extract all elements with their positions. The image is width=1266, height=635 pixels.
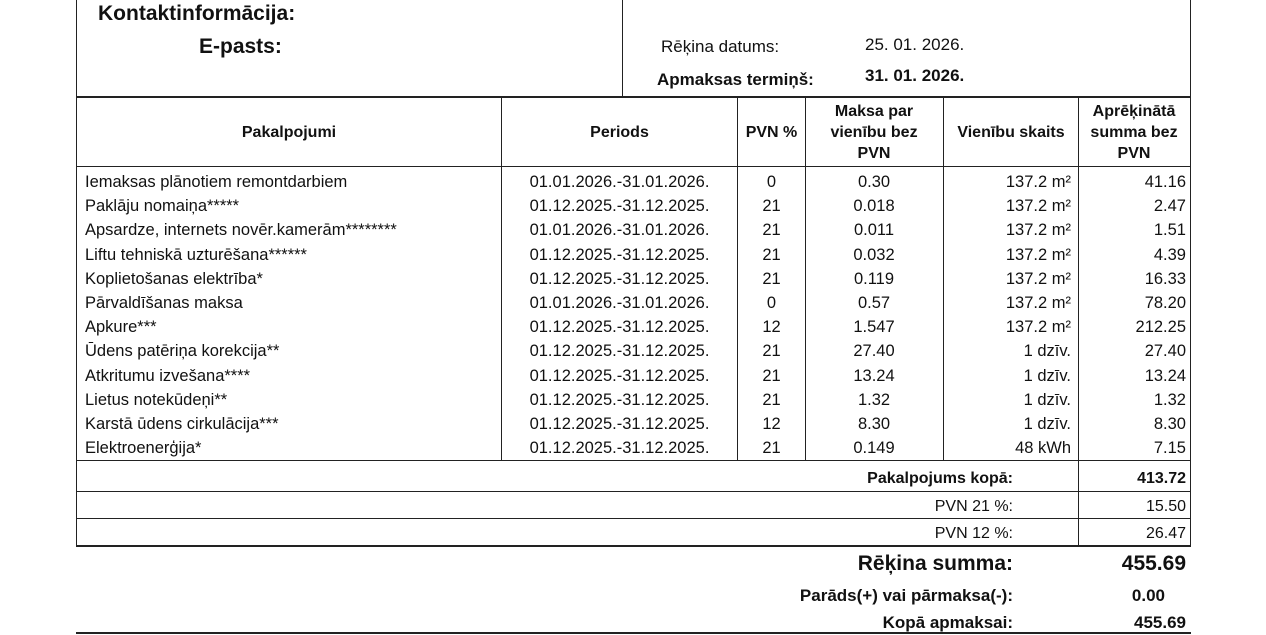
vat21-label: PVN 21 %:: [934, 498, 1013, 515]
contact-title: Kontaktinformācija:: [98, 2, 296, 25]
header-units: Vienību skaits: [957, 123, 1065, 141]
row-service: Paklāju nomaiņa*****: [85, 197, 240, 216]
row-service: Apsardze, internets novēr.kamerām********: [85, 221, 397, 240]
row-unit-price: 27.40: [853, 342, 895, 361]
header-vat: PVN %: [745, 123, 798, 141]
row-amount: 78.20: [1144, 294, 1186, 312]
row-unit-price: 1.32: [857, 390, 891, 409]
row-service: Elektroenerģija*: [85, 439, 202, 458]
row-amount: 1.51: [1153, 221, 1186, 240]
row-service: Ūdens patēriņa korekcija**: [85, 342, 280, 361]
row-amount: 8.30: [1153, 415, 1186, 433]
row-amount: 13.24: [1144, 366, 1186, 385]
row-service: Pārvaldīšanas maksa: [85, 294, 243, 312]
row-vat: 21: [762, 269, 781, 288]
row-units: 1 dzīv.: [1023, 390, 1071, 409]
header-service: Pakalpojumi: [241, 123, 337, 141]
row-vat: 12: [762, 318, 781, 337]
row-service: Karstā ūdens cirkulācija***: [85, 415, 279, 433]
row-units: 1 dzīv.: [1023, 366, 1071, 385]
row-units: 137.2 m²: [1005, 318, 1071, 337]
row-vat: 21: [762, 245, 781, 264]
row-unit-price: 0.018: [853, 197, 895, 216]
row-amount: 4.39: [1153, 245, 1186, 264]
row-units: 137.2 m²: [1005, 173, 1071, 191]
debt-label: Parāds(+) vai pārmaksa(-):: [799, 586, 1013, 605]
invoice-date-label: Rēķina datums:: [661, 37, 780, 56]
row-unit-price: 13.24: [853, 366, 895, 385]
row-service: Atkritumu izvešana****: [85, 366, 251, 385]
row-unit-price: 0.30: [857, 173, 891, 191]
row-period: 01.12.2025.-31.12.2025.: [529, 342, 710, 361]
row-unit-price: 0.57: [857, 294, 891, 312]
row-period: 01.12.2025.-31.12.2025.: [529, 366, 710, 385]
row-period: 01.12.2025.-31.12.2025.: [529, 390, 710, 409]
row-period: 01.12.2025.-31.12.2025.: [529, 269, 710, 288]
services-total-value: 413.72: [1137, 470, 1186, 487]
row-period: 01.12.2025.-31.12.2025.: [529, 197, 710, 216]
row-vat: 0: [766, 294, 777, 312]
row-amount: 16.33: [1144, 269, 1186, 288]
header-unit-price: Maksa par vienību bez PVN: [830, 102, 918, 162]
row-period: 01.12.2025.-31.12.2025.: [529, 318, 710, 337]
row-vat: 21: [762, 366, 781, 385]
row-vat: 21: [762, 221, 781, 240]
row-amount: 27.40: [1144, 342, 1186, 361]
row-units: 137.2 m²: [1005, 294, 1071, 312]
row-amount: 41.16: [1144, 173, 1186, 191]
due-date-label: Apmaksas termiņš:: [657, 70, 814, 89]
row-amount: 2.47: [1153, 197, 1186, 216]
row-period: 01.01.2026.-31.01.2026.: [529, 294, 710, 312]
row-amount: 1.32: [1153, 390, 1186, 409]
invoice-sum-value: 455.69: [1121, 552, 1186, 575]
header-amount: Aprēķinātā summa bez PVN: [1090, 102, 1178, 162]
row-period: 01.12.2025.-31.12.2025.: [529, 245, 710, 264]
row-unit-price: 0.119: [853, 269, 895, 288]
row-vat: 21: [762, 390, 781, 409]
debt-value: 0.00: [1131, 586, 1165, 605]
email-label: E-pasts:: [199, 35, 282, 58]
vat12-label: PVN 12 %:: [934, 525, 1013, 542]
row-amount: 212.25: [1135, 318, 1186, 337]
row-vat: 21: [762, 342, 781, 361]
row-service: Liftu tehniskā uzturēšana******: [85, 245, 307, 264]
row-amount: 7.15: [1153, 439, 1186, 458]
row-service: Apkure***: [85, 318, 157, 337]
row-service: Koplietošanas elektrība*: [85, 269, 263, 288]
header-period: Periods: [590, 123, 649, 141]
services-total-label: Pakalpojums kopā:: [867, 470, 1013, 487]
row-units: 137.2 m²: [1005, 269, 1071, 288]
vat21-value: 15.50: [1145, 498, 1186, 515]
row-vat: 12: [762, 415, 781, 433]
row-vat: 21: [762, 197, 781, 216]
invoice-sum-label: Rēķina summa:: [857, 552, 1013, 575]
to-pay-value: 455.69: [1134, 613, 1186, 632]
row-vat: 0: [766, 173, 777, 191]
row-unit-price: 0.149: [853, 439, 895, 458]
invoice-date-value: 25. 01. 2026.: [865, 35, 965, 54]
row-service: Lietus notekūdeņi**: [85, 390, 228, 409]
due-date-value: 31. 01. 2026.: [865, 66, 965, 85]
row-period: 01.12.2025.-31.12.2025.: [529, 439, 710, 458]
row-unit-price: 0.032: [853, 245, 895, 264]
row-service: Iemaksas plānotiem remontdarbiem: [85, 173, 348, 191]
row-unit-price: 0.011: [853, 221, 895, 240]
row-period: 01.01.2026.-31.01.2026.: [529, 221, 710, 240]
vat12-value: 26.47: [1145, 525, 1186, 542]
row-units: 137.2 m²: [1005, 221, 1071, 240]
row-units: 137.2 m²: [1005, 245, 1071, 264]
to-pay-label: Kopā apmaksai:: [882, 613, 1013, 632]
row-units: 1 dzīv.: [1023, 342, 1071, 361]
row-period: 01.01.2026.-31.01.2026.: [529, 173, 710, 191]
row-unit-price: 1.547: [853, 318, 895, 337]
row-units: 1 dzīv.: [1023, 415, 1071, 433]
row-period: 01.12.2025.-31.12.2025.: [529, 415, 710, 433]
row-units: 48 kWh: [1015, 439, 1071, 458]
row-unit-price: 8.30: [857, 415, 891, 433]
row-vat: 21: [762, 439, 781, 458]
row-units: 137.2 m²: [1005, 197, 1071, 216]
